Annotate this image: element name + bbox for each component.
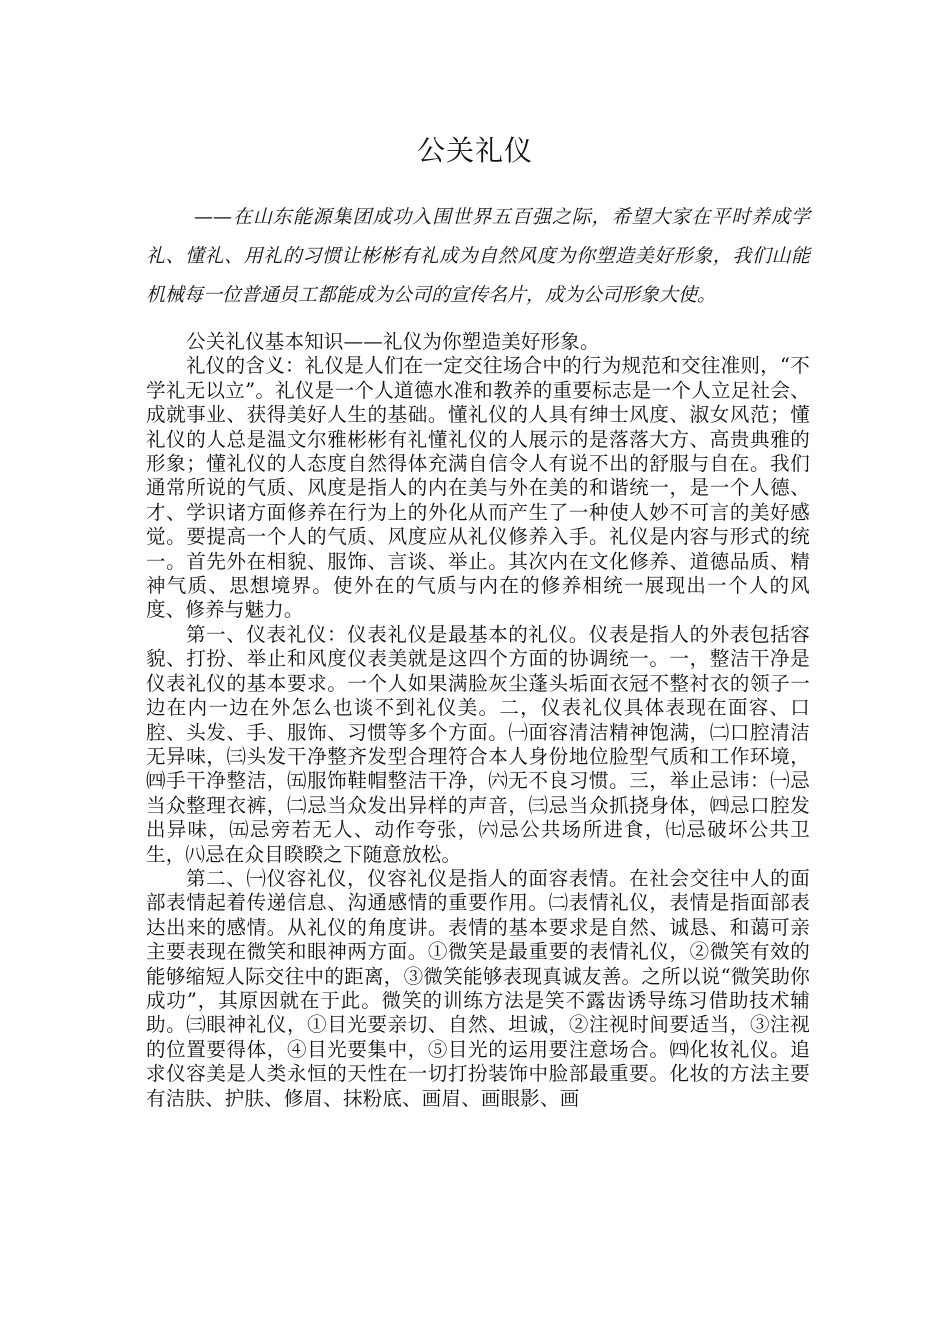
paragraph-intro: 公关礼仪基本知识——礼仪为你塑造美好形象。 xyxy=(186,330,600,353)
document-subtitle: ——在山东能源集团成功入围世界五百强之际，希望大家在平时养成学礼、懂礼、用礼的习惯让彬彬有礼成为自然风度为你塑造美好形象，我们山能机械每一位普通员工都能成为公司的宣传名片，成为公司形象大使。 xyxy=(146,206,810,306)
document-body xyxy=(146,330,810,1111)
paragraph-definition: 礼仪的含义：礼仪是人们在一定交往场合中的行为规范和交往准则，“不学礼无以立”。礼仪是一个人道德水准和教养的重要标志是一个人立足社会、成就事业、获得美好人生的基础。懂礼仪的人具有绅士风度、淑女风范；懂礼仪的人总是温文尔雅彬彬有礼懂礼仪的人展示的是落落大方、高贵典雅的形象；懂礼仪的人态度自然得体充满自信令人有说不出的舒服与自在。我们通常所说的气质、风度是指人的内在美与外在美的和谐统一，是一个人德、才、学识诸方面修养在行为上的外化从而产生了一种使人妙不可言的美好感觉。要提高一个人的气质、风度应从礼仪修养入手。礼仪是内容与形式的统一。首先外在相貌、服饰、言谈、举止。其次内在文化修养、道德品质、精神气质、思想境界。使外在的气质与内在的修养相统一展现出一个人的风度、修养与魅力。 xyxy=(146,354,810,622)
document-title: 公关礼仪 xyxy=(416,134,533,167)
paragraph-countenance-etiquette: 第二、㈠仪容礼仪，仪容礼仪是指人的面容表情。在社会交往中人的面部表情起着传递信息、沟通感情的重要作用。㈡表情礼仪，表情是指面部表达出来的感情。从礼仪的角度讲。表情的基本要求是自然、诚恳、和蔼可亲主要表现在微笑和眼神两方面。①微笑是最重要的表情礼仪，②微笑有效的能够缩短人际交往中的距离，③微笑能够表现真诚友善。之所以说“微笑助你成功”，其原因就在于此。微笑的训练方法是笑不露齿诱导练习借助技术辅助。㈢眼神礼仪，①目光要亲切、自然、坦诚，②注视时间要适当，③注视的位置要得体，④目光要集中，⑤目光的运用要注意场合。㈣化妆礼仪。追求仪容美是人类永恒的天性在一切打扮装饰中脸部最重要。化妆的方法主要有洁肤、护肤、修眉、抹粉底、画眉、画眼影、画 xyxy=(146,866,810,1110)
paragraph-appearance-etiquette: 第一、仪表礼仪：仪表礼仪是最基本的礼仪。仪表是指人的外表包括容貌、打扮、举止和风度仪表美就是这四个方面的协调统一。一，整洁干净是仪表礼仪的基本要求。一个人如果满脸灰尘蓬头垢面衣冠不整衬衣的领子一边在内一边在外怎么也谈不到礼仪美。二，仪表礼仪具体表现在面容、口腔、头发、手、服饰、习惯等多个方面。㈠面容清洁精神饱满，㈡口腔清洁无异味，㈢头发干净整齐发型合理符合本人身份地位脸型气质和工作环境，㈣手干净整洁，㈤服饰鞋帽整洁干净，㈥无不良习惯。三，举止忌讳：㈠忌当众整理衣裤，㈡忌当众发出异样的声音，㈢忌当众抓挠身体，㈣忌口腔发出异味，㈤忌旁若无人、动作夸张，㈥忌公共场所进食，㈦忌破坏公共卫生，㈧忌在众目睽睽之下随意放松。 xyxy=(146,622,810,866)
